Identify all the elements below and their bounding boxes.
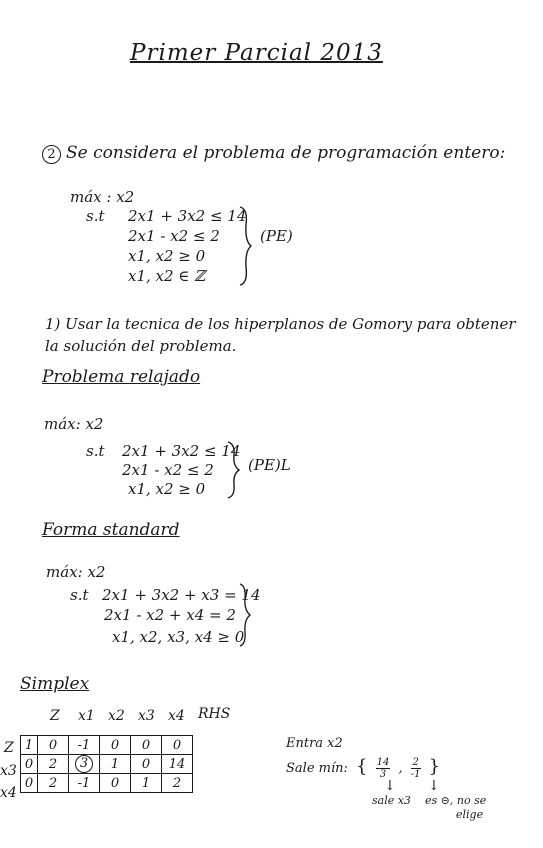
table-cell: -1 [69,736,100,755]
pe-objective: máx : x2 [70,188,135,206]
standard-st: s.t [70,586,89,604]
table-cell: 0 [100,736,131,755]
standard-constraint-2: 2x1 - x2 + x4 = 2 [104,606,236,624]
note-leave-x3: sale x3 [372,794,411,807]
pe-constraint-1: 2x1 + 3x2 ≤ 14 [128,207,247,225]
col-header: x1 [78,708,95,724]
note-not-chosen: es ⊝, no se [425,794,487,807]
ratio-2 [411,757,421,780]
note-leave-label: Sale mín: [286,761,348,776]
question-statement [42,143,505,164]
row-label: Z [4,740,14,756]
relaxed-constraint-2: 2x1 - x2 ≤ 2 [122,461,214,479]
table-cell: 14 [162,755,193,774]
table-cell: 0 [131,736,162,755]
col-header: RHS [198,706,231,722]
table-cell: 1 [100,755,131,774]
ratio-2-num: 2 [412,757,419,768]
table-cell: 2 [38,774,69,793]
arrow-down-icon: ↓ [428,778,440,794]
note-leave [286,756,440,780]
pe-constraint-3: x1, x2 ≥ 0 [128,247,206,265]
table-cell: 1 [131,774,162,793]
arrow-down-icon: ↓ [384,778,396,794]
table-cell: 2 [38,755,69,774]
table-cell: 0 [162,736,193,755]
table-cell: 0 [21,774,38,793]
close-brace: } [428,756,441,777]
page-title: Primer Parcial 2013 [130,40,383,66]
table-row [21,755,193,774]
pe-constraint-4: x1, x2 ∈ ℤ [128,267,206,285]
col-header: Z [50,708,60,724]
ratio-1 [376,757,391,780]
relaxed-constraint-3: x1, x2 ≥ 0 [128,480,206,498]
relaxed-heading: Problema relajado [42,367,201,387]
table-cell: 0 [100,774,131,793]
table-row [21,774,193,793]
standard-brace [238,582,252,648]
ratio-2-den: -1 [410,769,421,780]
instruction-line-2: la solución del problema. [45,337,237,355]
note-enter: Entra x2 [286,736,343,751]
comma: , [398,761,403,776]
table-cell: 1 [21,736,38,755]
standard-objective: máx: x2 [46,563,106,581]
standard-heading: Forma standard [42,520,180,540]
col-header: x3 [138,708,155,724]
ratio-1-num: 14 [376,757,390,768]
standard-constraint-3: x1, x2, x3, x4 ≥ 0 [112,628,245,646]
ratio-1-den: 3 [379,769,387,780]
table-cell: 0 [38,736,69,755]
row-label: x4 [0,785,17,801]
relaxed-tag: (PE)L [248,456,291,474]
question-text: Se considera el problema de programación entero: [66,143,506,163]
relaxed-constraint-1: 2x1 + 3x2 ≤ 14 [122,442,241,460]
pe-tag: (PE) [260,227,293,245]
open-brace: { [356,756,368,777]
relaxed-brace [226,440,242,500]
table-cell: 0 [131,755,162,774]
simplex-tableau [20,735,193,793]
note-not-chosen-2: elige [456,808,484,821]
pivot-circle: 3 [75,755,93,773]
pe-constraint-2: 2x1 - x2 ≤ 2 [128,227,220,245]
row-label: x3 [0,763,17,779]
pe-brace [238,205,254,287]
pivot-cell [69,755,100,774]
question-number: 2 [42,145,61,164]
instruction-line-1: 1) Usar la tecnica de los hiperplanos de Gomory para obtener [45,315,516,333]
relaxed-objective: máx: x2 [44,415,104,433]
table-cell: -1 [69,774,100,793]
table-cell: 2 [162,774,193,793]
relaxed-st: s.t [86,442,105,460]
table-cell: 0 [21,755,38,774]
standard-constraint-1: 2x1 + 3x2 + x3 = 14 [102,586,261,604]
simplex-heading: Simplex [20,674,90,694]
col-header: x4 [168,708,185,724]
col-header: x2 [108,708,125,724]
table-row [21,736,193,755]
pe-st: s.t [86,207,105,225]
